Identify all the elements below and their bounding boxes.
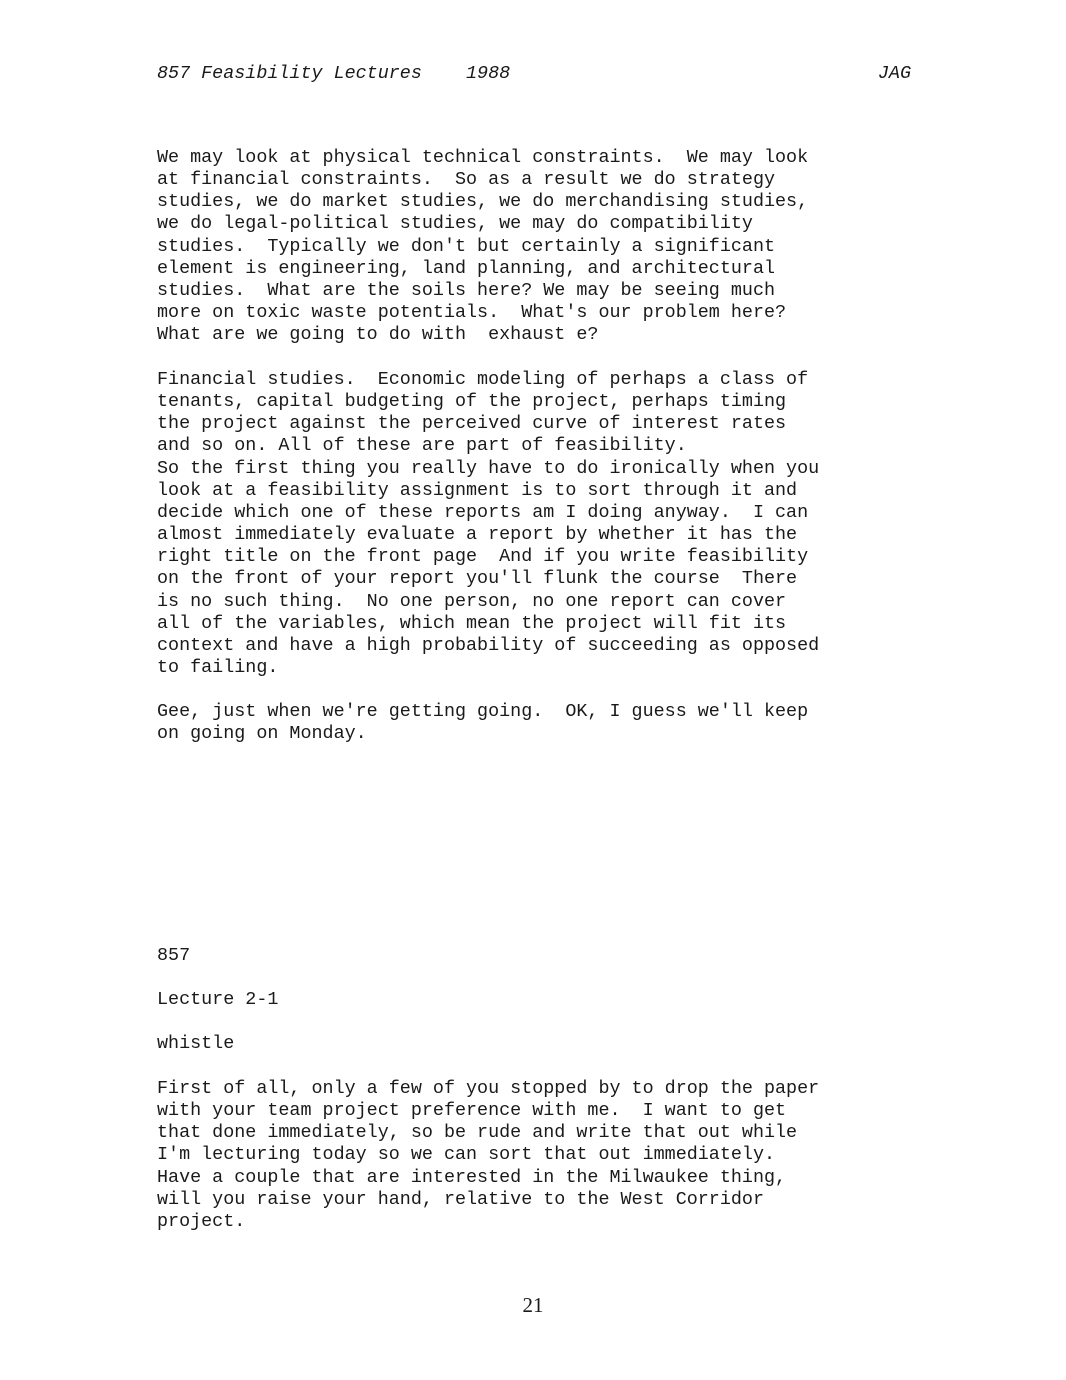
page-header — [157, 63, 911, 87]
page-number: 21 — [522, 1293, 544, 1317]
course-number: 857 — [157, 945, 191, 966]
paragraph-constraints: We may look at physical technical constraints. We may look at financial constraints. So as a result we do strategy studies, we do market studies, we do merchandising studies, we do legal-political studies, we may do compatibility studies. Typically we don't but certainly a significant element is engineering, land planning, and architectural studies. What are the soils here? We may be seeing much more on toxic waste potentials. What's our problem here? What are we going to do with exhaust e? — [157, 147, 809, 346]
paragraph-financial-studies: Financial studies. Economic modeling of perhaps a class of tenants, capital budgeting of the project, perhaps timing the project against the perceived curve of interest rates and so on. All of these are part of feasibility. So the first thing you really have to do ironically when you look at a feasibility assignment is to sort through it and decide which one of these reports am I doing anyway. I can almost immediately evaluate a report by whether it has the right title on the front page And if you write feasibility on the front of your report you'll flunk the course There is no such thing. No one person, no one report can cover all of the variables, which mean the project will fit its context and have a high probability of succeeding as opposed to failing. — [157, 369, 820, 679]
header-title: 857 Feasibility Lectures 1988 — [157, 63, 511, 84]
header-initials: JAG — [877, 63, 911, 84]
lecture-heading: Lecture 2-1 — [157, 989, 279, 1010]
paragraph-closing: Gee, just when we're getting going. OK, I guess we'll keep on going on Monday. — [157, 701, 809, 745]
whistle-note: whistle — [157, 1033, 235, 1054]
paragraph-team-project: First of all, only a few of you stopped by to drop the paper with your team project preference with me. I want to get that done immediately, so be rude and write that out while I'm lecturing today so we can sort that out immediately. Have a couple that are interested in the Milwaukee thing, will you raise your hand, relative to the West Corridor project. — [157, 1078, 820, 1232]
